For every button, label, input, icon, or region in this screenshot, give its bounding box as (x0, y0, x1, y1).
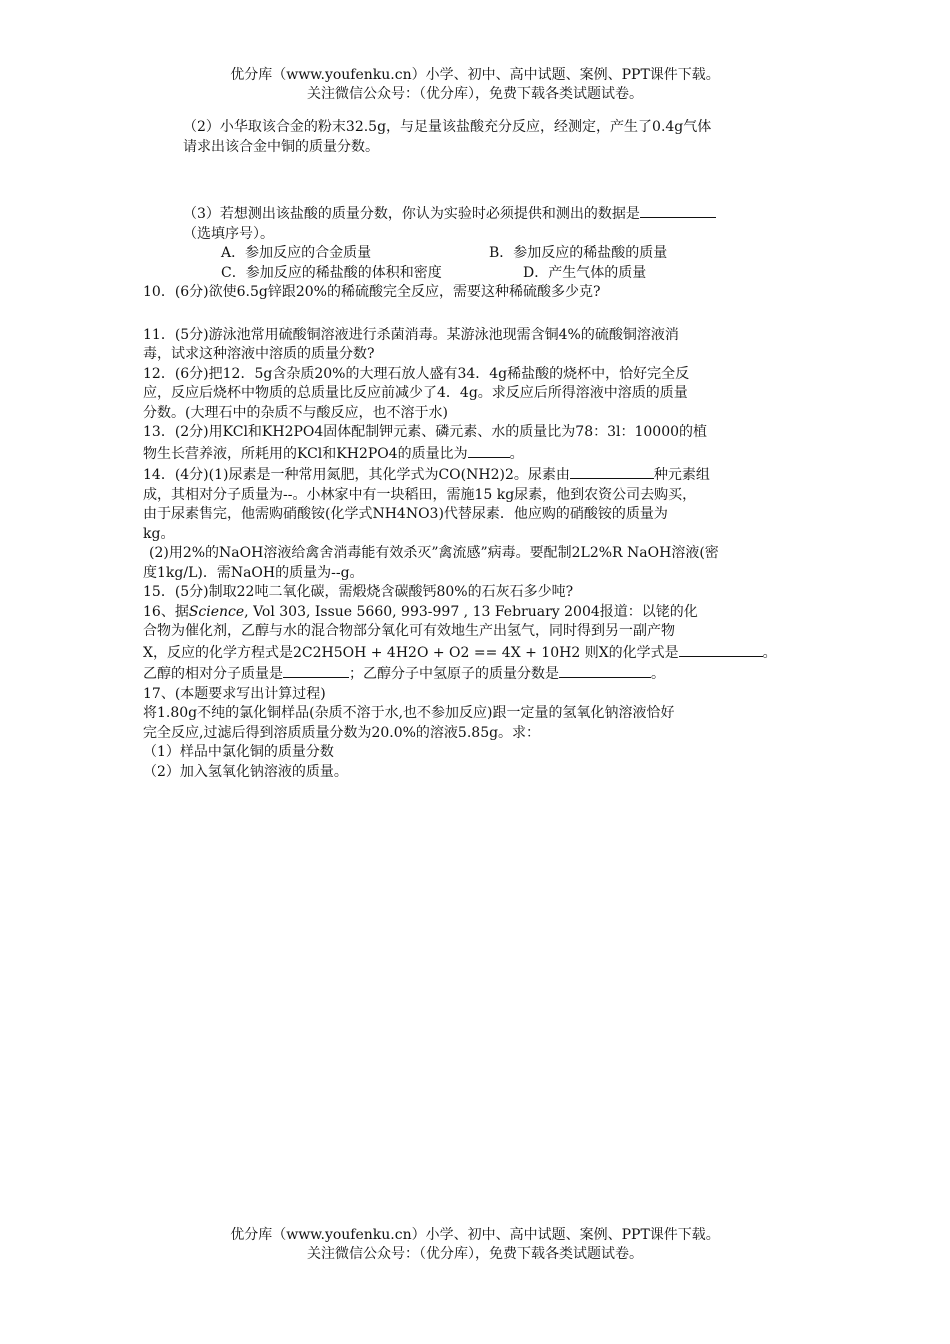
q16-line4 (143, 663, 815, 685)
q14-line5: (2)用2%的NaOH溶液给禽舍消毒能有效杀灭”禽流感”病毒。要配制2L2%R NaOH溶液(密 (149, 545, 719, 561)
q14-line6: 度1kg/L)．需NaOH的质量为--g。 (143, 564, 364, 581)
q12-line3: 分数。(大理石中的杂质不与酸反应，也不溶于水) (143, 404, 448, 421)
answer-blank[interactable] (679, 642, 763, 657)
answer-blank[interactable] (559, 663, 651, 678)
footer-line-2: 关注微信公众号：（优分库），免费下载各类试题试卷。 (307, 1246, 643, 1262)
q9-options-row-2 (143, 264, 815, 284)
q15-line1: 15．(5分)制取22吨二氧化碳，需煅烧含碳酸钙80%的石灰石多少吨? (143, 584, 574, 600)
q10-line1: 10．(6分)欲使6.5g锌跟20%的稀硫酸完全反应，需要这种稀硫酸多少克? (143, 284, 601, 300)
option-c: C．参加反应的稀盐酸的体积和密度 (221, 264, 442, 281)
q17-line4: （1）样品中氯化铜的质量分数 (143, 744, 334, 760)
q16-line3-end: 。 (762, 644, 777, 661)
q9-part3-text: （3）若想测出该盐酸的质量分数，你认为实验时必须提供和测出的数据是 (183, 206, 640, 222)
q16-text-b: , Vol 303, Issue 5660, 993-997 , 13 February 2004报道：以铑的化 (244, 603, 698, 620)
q16-text-e: 。 (651, 666, 665, 682)
journal-name: Science (188, 603, 245, 620)
q17-line3: 完全反应,过滤后得到溶质质量分数为20.0%的溶液5.85g。求： (143, 724, 541, 741)
q13-line1: 13．(2分)用KCl和KH2PO4固体配制钾元素、磷元素、水的质量比为78：3l：10000的植 (143, 424, 708, 440)
q16-text-a: 16、据 (143, 603, 189, 620)
answer-blank[interactable] (283, 663, 349, 678)
header-line-2: 关注微信公众号：（优分库），免费下载各类试题试卷。 (307, 86, 643, 102)
page-footer (0, 1226, 950, 1264)
q17-line5: （2）加入氢氧化钠溶液的质量。 (143, 763, 348, 780)
q12-line1: 12．(6分)把12．5g含杂质20%的大理石放人盛有34．4g稀盐酸的烧杯中，恰好完全反 (143, 365, 690, 382)
q16-line3 (143, 642, 815, 664)
q9-part3-line1 (143, 203, 815, 225)
q14-text-b: 种元素组 (653, 467, 710, 483)
q14-line3: 由于尿素售完，他需购硝酸铵(化学式NH4NO3)代替尿素．他应购的硝酸铵的质量为 (143, 506, 668, 522)
q9-part3-line2: （选填序号）。 (183, 225, 274, 242)
q13-line2 (143, 443, 815, 465)
q11-line2: 毒，试求这种溶液中溶质的质量分数? (143, 346, 375, 362)
option-d: D．产生气体的质量 (523, 264, 647, 281)
q14-line4: kg。 (143, 525, 175, 542)
q9-options-row-1 (143, 244, 815, 264)
q9-part2-line2: 请求出该合金中铜的质量分数。 (183, 138, 379, 155)
q14-text-a: 14．(4分)(1)尿素是一种常用氮肥，其化学式为CO(NH2)2。尿素由 (143, 467, 570, 483)
q13-end: 。 (509, 445, 524, 462)
q16-text-c: 乙醇的相对分子质量是 (143, 666, 283, 682)
answer-blank[interactable] (570, 464, 654, 479)
q16-equation: X，反应的化学方程式是2C2H5OH + 4H2O + O2 == 4X + 10H2 则X的化学式是 (143, 644, 679, 661)
footer-line-1: 优分库（www.youfenku.cn）小学、初中、高中试题、案例、PPT课件下载。 (230, 1227, 720, 1243)
q17-line1: 17、(本题要求写出计算过程) (143, 685, 326, 702)
q13-text: 物生长营养液，所耗用的KCl和KH2PO4的质量比为 (143, 445, 468, 462)
question-body (143, 118, 815, 782)
answer-blank[interactable] (640, 203, 716, 218)
q12-line2: 应，反应后烧杯中物质的总质量比反应前减少了4．4g。求反应后所得溶液中溶质的质量 (143, 385, 688, 401)
q16-line1 (143, 603, 815, 623)
q16-text-d: ；乙醇分子中氢原子的质量分数是 (349, 666, 559, 682)
option-b: B．参加反应的稀盐酸的质量 (489, 245, 668, 261)
answer-blank[interactable] (468, 443, 510, 458)
q11-line1: 11．(5分)游泳池常用硫酸铜溶液进行杀菌消毒。某游泳池现需含铜4%的硫酸铜溶液消 (143, 326, 679, 343)
q14-line2: 成，其相对分子质量为--。小林家中有一块稻田，需施15 kg尿素，他到农资公司去购买， (143, 486, 697, 503)
page-header (0, 66, 950, 104)
q14-line1 (143, 464, 815, 486)
q17-line2: 将1.80g不纯的氯化铜样品(杂质不溶于水,也不参加反应)跟一定量的氢氧化钠溶液恰好 (143, 705, 675, 721)
header-line-1: 优分库（www.youfenku.cn）小学、初中、高中试题、案例、PPT课件下载。 (230, 67, 720, 83)
option-a: A．参加反应的合金质量 (221, 245, 372, 261)
q9-part2-line1: （2）小华取该合金的粉末32.5g，与足量该盐酸充分反应，经测定，产生了0.4g气体 (183, 119, 712, 135)
q16-line2: 合物为催化剂，乙醇与水的混合物部分氧化可有效地生产出氢气，同时得到另一副产物 (143, 623, 675, 639)
